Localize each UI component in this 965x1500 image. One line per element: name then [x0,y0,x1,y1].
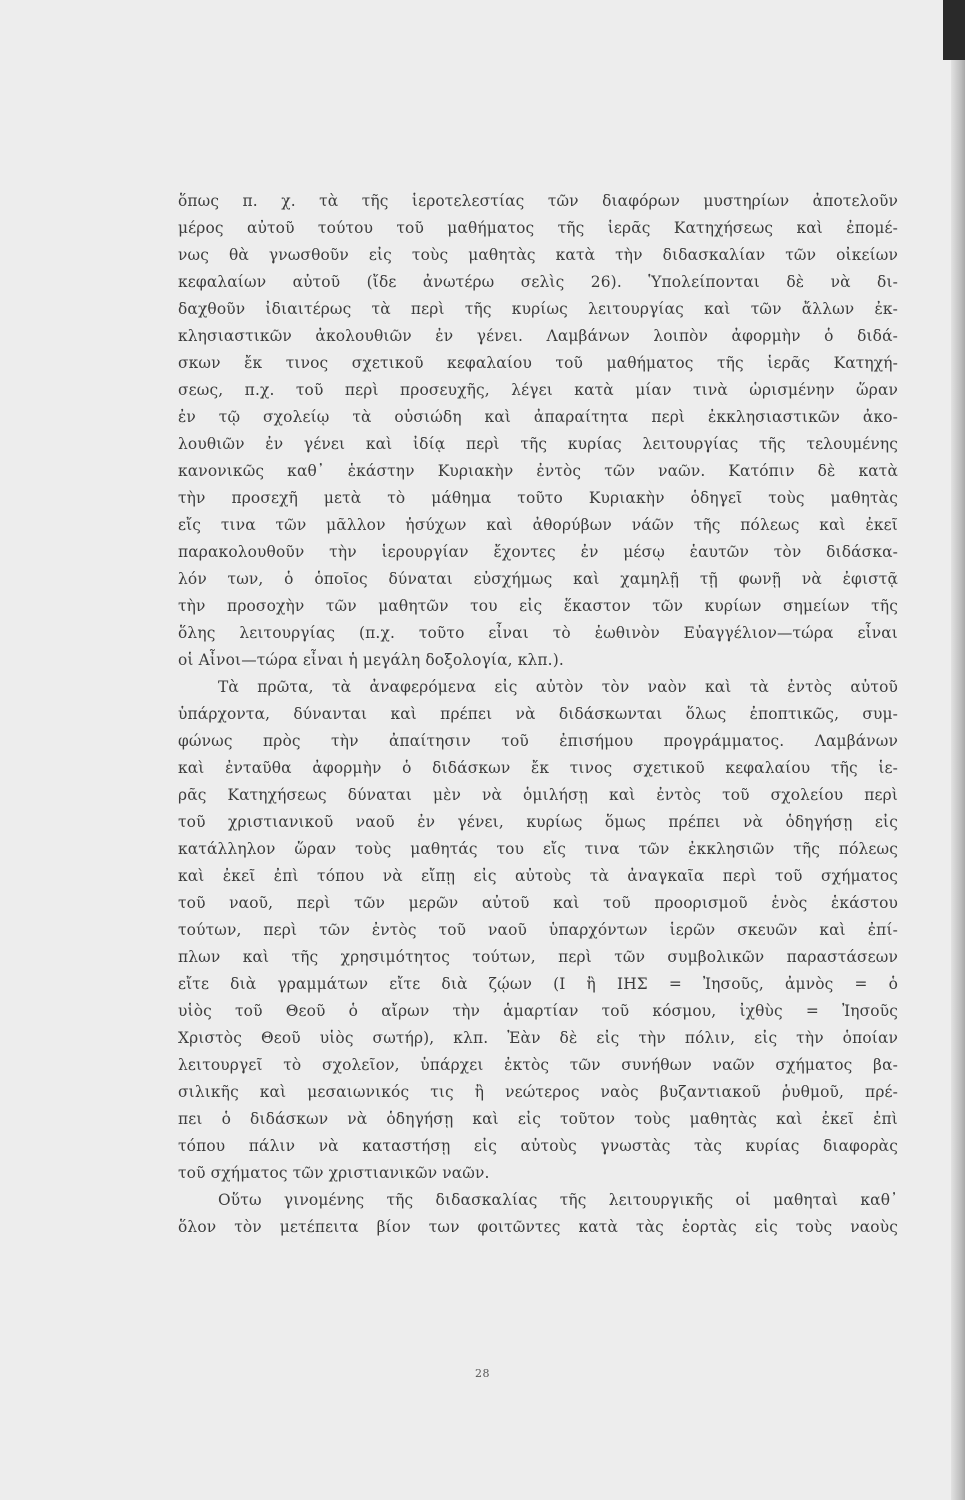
text-line: κανονικῶς καθ᾽ ἑκάστην Κυριακὴν ἐντὸς τῶν ναῶν. Κατόπιν δὲ κατὰ [178,462,898,480]
text-line: ὑπάρχοντα, δύνανται καὶ πρέπει νὰ διδάσκωνται ὅλως ἐποπτικῶς, συμ- [178,705,898,723]
text-line: καὶ ἐκεῖ ἐπὶ τόπου νὰ εἴπῃ εἰς αὐτοὺς τὰ ἀναγκαῖα περὶ τοῦ σχήματος [178,867,898,885]
text-line: σεως, π.χ. τοῦ περὶ προσευχῆς, λέγει κατὰ μίαν τινὰ ὡρισμένην ὥραν [178,381,898,399]
text-line: ἐν τῷ σχολείῳ τὰ οὐσιώδη καὶ ἀπαραίτητα περὶ ἐκκλησιαστικῶν ἀκο- [178,408,898,426]
text-line: λόν των, ὁ ὁποῖος δύναται εὐσχήμως καὶ χαμηλῇ τῇ φωνῇ νὰ ἐφιστᾷ [178,570,898,588]
text-line: σκων ἔκ τινος σχετικοῦ κεφαλαίου τοῦ μαθήματος τῆς ἱερᾶς Κατηχή- [178,354,898,372]
text-line: εἴς τινα τῶν μᾶλλον ἡσύχων καὶ ἀθορύβων νάῶν τῆς πόλεως καὶ ἐκεῖ [178,516,898,534]
text-line: Οὕτω γινομένης τῆς διδασκαλίας τῆς λειτουργικῆς οἱ μαθηταὶ καθ᾽ [218,1191,898,1209]
text-line: εἴτε διὰ γραμμάτων εἴτε διὰ ζῴων (Ι ἢ ΙΗΣ = Ἰησοῦς, ἀμνὸς = ὁ [178,975,898,993]
text-line: σιλικῆς καὶ μεσαιωνικός τις ἢ νεώτερος ναὸς βυζαντιακοῦ ῥυθμοῦ, πρέ- [178,1083,898,1101]
text-line: Χριστὸς Θεοῦ υἱὸς σωτήρ), κλπ. Ἐὰν δὲ εἰς τὴν πόλιν, εἰς τὴν ὁποίαν [178,1029,898,1047]
text-line: κλησιαστικῶν ἀκολουθιῶν ἐν γένει. Λαμβάνων λοιπὸν ἀφορμὴν ὁ διδά- [178,327,898,345]
text-line: λουθιῶν ἐν γένει καὶ ἰδίᾳ περὶ τῆς κυρίας λειτουργίας τῆς τελουμένης [178,435,898,453]
text-line: φώνως πρὸς τὴν ἀπαίτησιν τοῦ ἐπισήμου προγράμματος. Λαμβάνων [178,732,898,750]
text-line: οἱ Αἶνοι—τώρα εἶναι ἡ μεγάλη δοξολογία, κλπ.). [178,651,564,669]
text-line: τοῦ χριστιανικοῦ ναοῦ ἐν γένει, κυρίως ὅμως πρέπει νὰ ὁδηγήσῃ εἰς [178,813,898,831]
text-line: τοῦ σχήματος τῶν χριστιανικῶν ναῶν. [178,1164,490,1182]
text-line: τοῦ ναοῦ, περὶ τῶν μερῶν αὐτοῦ καὶ τοῦ προορισμοῦ ἑνὸς ἑκάστου [178,894,898,912]
text-line: κεφαλαίων αὐτοῦ (ἴδε ἀνωτέρω σελὶς 26). Ὑπολείπονται δὲ νὰ δι- [178,273,898,291]
text-line: ὅπως π. χ. τὰ τῆς ἱεροτελεστίας τῶν διαφόρων μυστηρίων ἀποτελοῦν [178,192,898,210]
text-line: δαχθοῦν ἰδιαιτέρως τὰ περὶ τῆς κυρίως λειτουργίας καὶ τῶν ἄλλων ἐκ- [178,300,898,318]
text-line: πλων καὶ τῆς χρησιμότητος τούτων, περὶ τῶν συμβολικῶν παραστάσεων [178,948,898,966]
text-line: ρᾶς Κατηχήσεως δύναται μὲν νὰ ὁμιλήσῃ καὶ ἐντὸς τοῦ σχολείου περὶ [178,786,898,804]
text-line: μέρος αὐτοῦ τούτου τοῦ μαθήματος τῆς ἱερᾶς Κατηχήσεως καὶ ἐπομέ- [178,219,898,237]
text-line: τὴν προσεχῆ μετὰ τὸ μάθημα τοῦτο Κυριακὴν ὁδηγεῖ τοὺς μαθητὰς [178,489,898,507]
text-line: τόπου πάλιν νὰ καταστήσῃ εἰς αὐτοὺς γνωστὰς τὰς κυρίας διαφορὰς [178,1137,898,1155]
text-line: νως θὰ γνωσθοῦν εἰς τοὺς μαθητὰς κατὰ τὴν διδασκαλίαν τῶν οἰκείων [178,246,898,264]
text-line: ὅλον τὸν μετέπειτα βίον των φοιτῶντες κατὰ τὰς ἑορτὰς εἰς τοὺς ναοὺς [178,1218,898,1236]
body-text [178,188,898,1241]
page-number: 28 [475,1367,490,1380]
page-edge-shadow [951,0,965,1500]
text-line: καὶ ἐνταῦθα ἀφορμὴν ὁ διδάσκων ἔκ τινος σχετικοῦ κεφαλαίου τῆς ἱε- [178,759,898,777]
text-line: Τὰ πρῶτα, τὰ ἀναφερόμενα εἰς αὐτὸν τὸν ναὸν καὶ τὰ ἐντὸς αὐτοῦ [218,678,898,696]
text-line: ὅλης λειτουργίας (π.χ. τοῦτο εἶναι τὸ ἑωθινὸν Εὐαγγέλιον—τώρα εἶναι [178,624,898,642]
paragraph [178,1187,898,1241]
text-line: κατάλληλον ὥραν τοὺς μαθητάς του εἴς τινα τῶν ἐκκλησιῶν τῆς πόλεως [178,840,898,858]
page-corner-mark [943,0,965,60]
text-line: τὴν προσοχὴν τῶν μαθητῶν του εἰς ἕκαστον τῶν κυρίων σημείων τῆς [178,597,898,615]
text-line: τούτων, περὶ τῶν ἐντὸς τοῦ ναοῦ ὑπαρχόντων ἱερῶν σκευῶν καὶ ἐπί- [178,921,898,939]
text-line: παρακολουθοῦν τὴν ἱερουργίαν ἔχοντες ἐν μέσῳ ἑαυτῶν τὸν διδάσκα- [178,543,898,561]
text-line: υἱὸς τοῦ Θεοῦ ὁ αἴρων τὴν ἁμαρτίαν τοῦ κόσμου, ἰχθὺς = Ἰησοῦς [178,1002,898,1020]
paragraph [178,188,898,674]
text-line: λειτουργεῖ τὸ σχολεῖον, ὑπάρχει ἐκτὸς τῶν συνήθων ναῶν σχήματος βα- [178,1056,898,1074]
text-line: πει ὁ διδάσκων νὰ ὁδηγήσῃ καὶ εἰς τοῦτον τοὺς μαθητὰς καὶ ἐκεῖ ἐπὶ [178,1110,898,1128]
paragraph [178,674,898,1187]
